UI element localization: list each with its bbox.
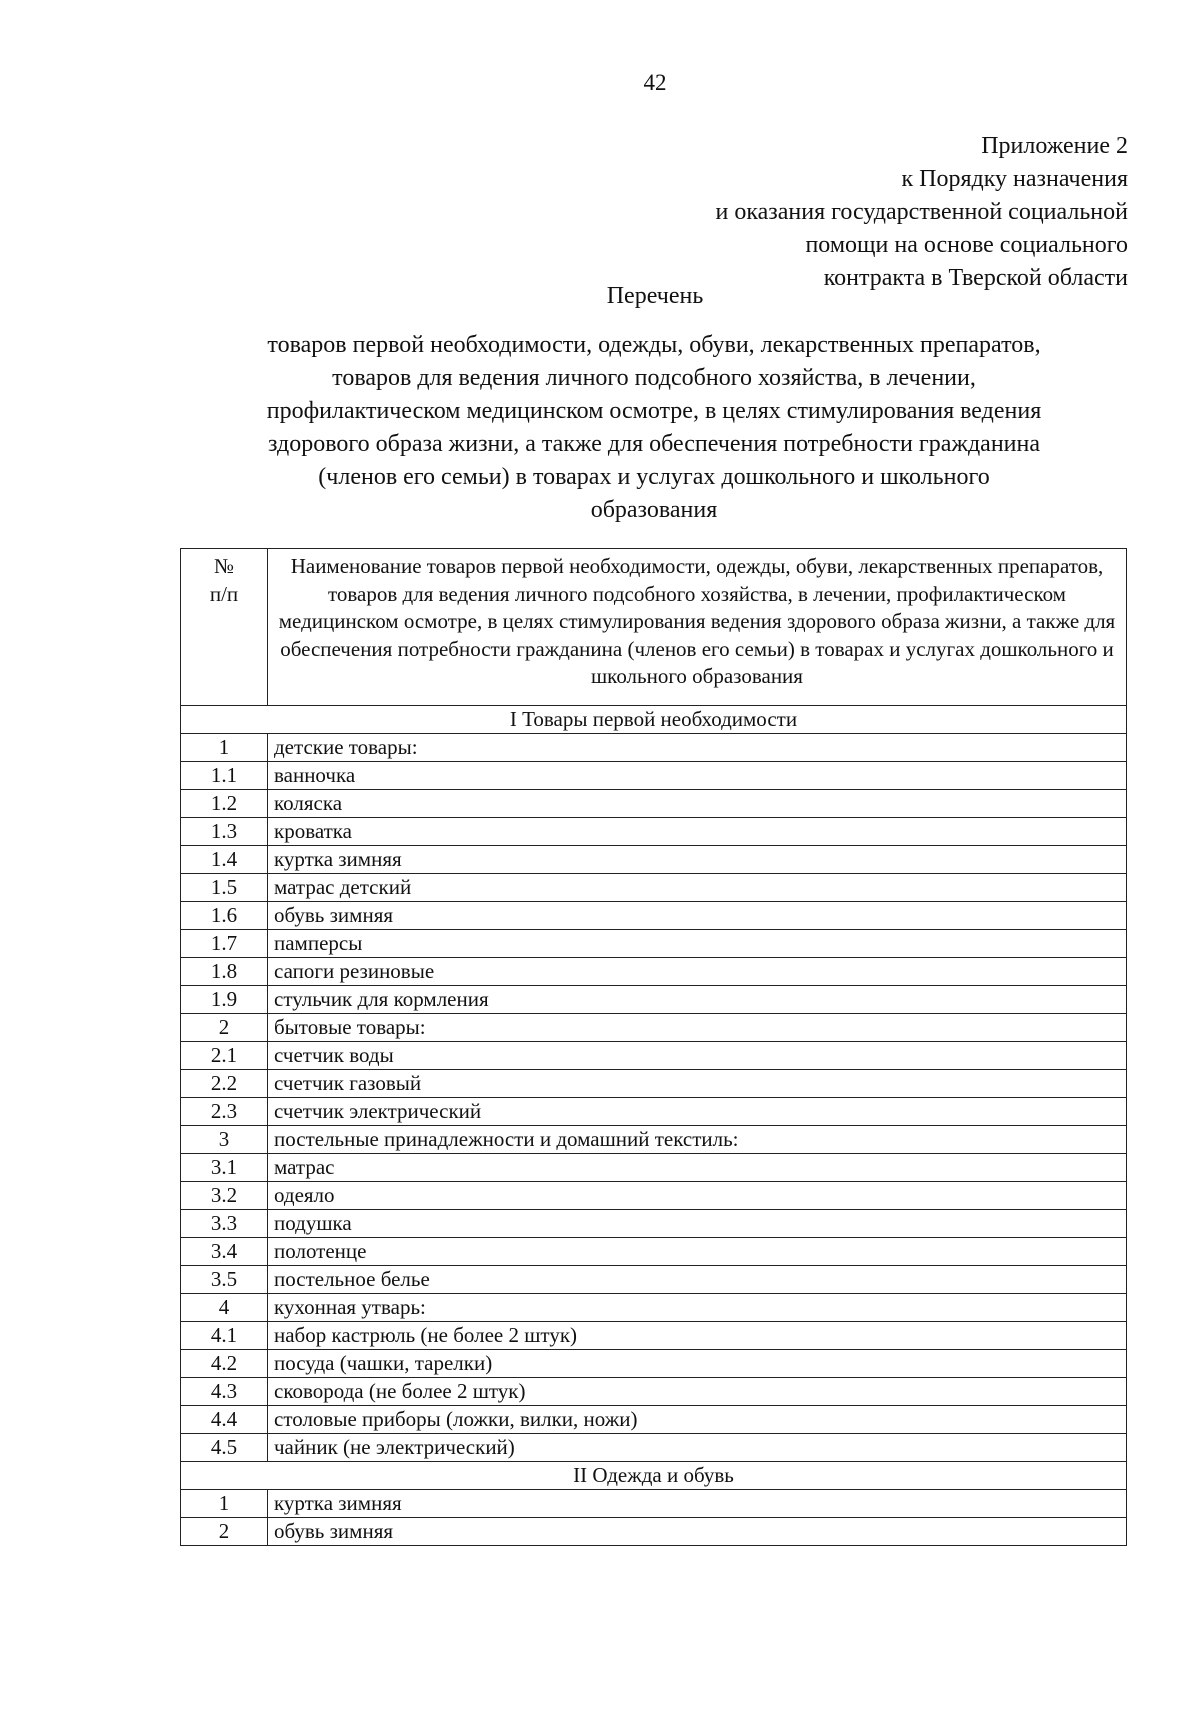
row-number: 1.4 <box>181 846 268 874</box>
appendix-header <box>715 130 1128 295</box>
table-header-row <box>181 549 1127 706</box>
page-number: 42 <box>643 70 667 95</box>
section-title: II Одежда и обувь <box>181 1462 1127 1490</box>
section-title: I Товары первой необходимости <box>181 706 1127 734</box>
table-row <box>181 1518 1127 1546</box>
row-number: 4.1 <box>181 1322 268 1350</box>
appendix-line: и оказания государственной социальной <box>715 199 1128 225</box>
row-number: 3 <box>181 1126 268 1154</box>
row-item-name: кухонная утварь: <box>268 1294 1127 1322</box>
row-item-name: полотенце <box>268 1238 1127 1266</box>
row-number: 3.1 <box>181 1154 268 1182</box>
table-row <box>181 1350 1127 1378</box>
table-row <box>181 1434 1127 1462</box>
row-number: 1.3 <box>181 818 268 846</box>
row-item-name: посуда (чашки, тарелки) <box>268 1350 1127 1378</box>
title-line: образования <box>590 497 718 523</box>
row-number: 4.2 <box>181 1350 268 1378</box>
title-line: товаров первой необходимости, одежды, обуви, лекарственных препаратов, <box>267 332 1041 358</box>
table-row <box>181 1238 1127 1266</box>
row-item-name: ванночка <box>268 762 1127 790</box>
row-number: 3.3 <box>181 1210 268 1238</box>
row-number: 2.1 <box>181 1042 268 1070</box>
row-item-name: памперсы <box>268 930 1127 958</box>
row-item-name: куртка зимняя <box>268 846 1127 874</box>
row-number: 4.4 <box>181 1406 268 1434</box>
row-number: 3.5 <box>181 1266 268 1294</box>
row-number: 1.6 <box>181 902 268 930</box>
row-number: 1.2 <box>181 790 268 818</box>
table-row <box>181 1406 1127 1434</box>
document-title <box>180 329 1128 527</box>
appendix-line: контракта в Тверской области <box>823 265 1128 291</box>
row-item-name: сапоги резиновые <box>268 958 1127 986</box>
row-number: 1 <box>181 734 268 762</box>
row-item-name: чайник (не электрический) <box>268 1434 1127 1462</box>
row-item-name: матрас <box>268 1154 1127 1182</box>
appendix-line: помощи на основе социального <box>805 232 1128 258</box>
row-item-name: бытовые товары: <box>268 1014 1127 1042</box>
row-number: 2 <box>181 1518 268 1546</box>
table-row <box>181 1098 1127 1126</box>
table-row <box>181 874 1127 902</box>
row-item-name: счетчик электрический <box>268 1098 1127 1126</box>
row-number: 3.4 <box>181 1238 268 1266</box>
row-item-name: детские товары: <box>268 734 1127 762</box>
section-header-row <box>181 1462 1127 1490</box>
row-number: 3.2 <box>181 1182 268 1210</box>
table-row <box>181 818 1127 846</box>
row-number: 2.3 <box>181 1098 268 1126</box>
header-num: № <box>213 554 235 578</box>
row-item-name: обувь зимняя <box>268 902 1127 930</box>
table-row <box>181 1014 1127 1042</box>
row-item-name: сковорода (не более 2 штук) <box>268 1378 1127 1406</box>
table-row <box>181 1154 1127 1182</box>
row-number: 4.3 <box>181 1378 268 1406</box>
table-row <box>181 986 1127 1014</box>
row-item-name: обувь зимняя <box>268 1518 1127 1546</box>
table-row <box>181 846 1127 874</box>
row-number: 1.8 <box>181 958 268 986</box>
table-row <box>181 734 1127 762</box>
table-row <box>181 1042 1127 1070</box>
table-row <box>181 762 1127 790</box>
table-row <box>181 902 1127 930</box>
table-row <box>181 1126 1127 1154</box>
table-row <box>181 930 1127 958</box>
row-item-name: кроватка <box>268 818 1127 846</box>
title-line: профилактическом медицинском осмотре, в целях стимулирования ведения <box>266 398 1042 424</box>
appendix-line: к Порядку назначения <box>901 166 1128 192</box>
table-row <box>181 1378 1127 1406</box>
title-line: здорового образа жизни, а также для обеспечения потребности гражданина <box>267 431 1041 457</box>
row-number: 1.9 <box>181 986 268 1014</box>
row-number: 1 <box>181 1490 268 1518</box>
row-item-name: коляска <box>268 790 1127 818</box>
table-row <box>181 1266 1127 1294</box>
row-item-name: постельные принадлежности и домашний текстиль: <box>268 1126 1127 1154</box>
header-name-cell: Наименование товаров первой необходимости, одежды, обуви, лекарственных препаратов, товаров для ведения личного подсобного хозяйства, в лечении, профилактическом медицинском осмотре, в целях стимулирования ведения здорового образа жизни, а также для обеспечения потребности гражданина (членов его семьи) в товарах и услугах дошкольного и школьного образования <box>268 549 1127 706</box>
row-item-name: счетчик газовый <box>268 1070 1127 1098</box>
table-row <box>181 1070 1127 1098</box>
row-item-name: счетчик воды <box>268 1042 1127 1070</box>
appendix-line: Приложение 2 <box>981 133 1128 159</box>
row-item-name: подушка <box>268 1210 1127 1238</box>
row-number: 2.2 <box>181 1070 268 1098</box>
row-item-name: одеяло <box>268 1182 1127 1210</box>
title-line: товаров для ведения личного подсобного хозяйства, в лечении, <box>332 365 976 391</box>
row-item-name: куртка зимняя <box>268 1490 1127 1518</box>
header-num-cell <box>181 549 268 706</box>
table-row <box>181 958 1127 986</box>
row-number: 4.5 <box>181 1434 268 1462</box>
row-number: 1.5 <box>181 874 268 902</box>
row-number: 2 <box>181 1014 268 1042</box>
table-row <box>181 1294 1127 1322</box>
table-row <box>181 1210 1127 1238</box>
row-number: 4 <box>181 1294 268 1322</box>
row-item-name: матрас детский <box>268 874 1127 902</box>
table-row <box>181 790 1127 818</box>
section-header-row <box>181 706 1127 734</box>
document-title-word: Перечень <box>606 283 704 309</box>
row-item-name: стульчик для кормления <box>268 986 1127 1014</box>
table-row <box>181 1322 1127 1350</box>
row-item-name: набор кастрюль (не более 2 штук) <box>268 1322 1127 1350</box>
row-item-name: постельное белье <box>268 1266 1127 1294</box>
title-line: (членов его семьи) в товарах и услугах дошкольного и школьного <box>318 464 990 490</box>
table-row <box>181 1490 1127 1518</box>
row-number: 1.7 <box>181 930 268 958</box>
goods-table <box>180 548 1127 1546</box>
row-item-name: столовые приборы (ложки, вилки, ножи) <box>268 1406 1127 1434</box>
row-number: 1.1 <box>181 762 268 790</box>
table-row <box>181 1182 1127 1210</box>
header-num-sub: п/п <box>209 581 239 606</box>
